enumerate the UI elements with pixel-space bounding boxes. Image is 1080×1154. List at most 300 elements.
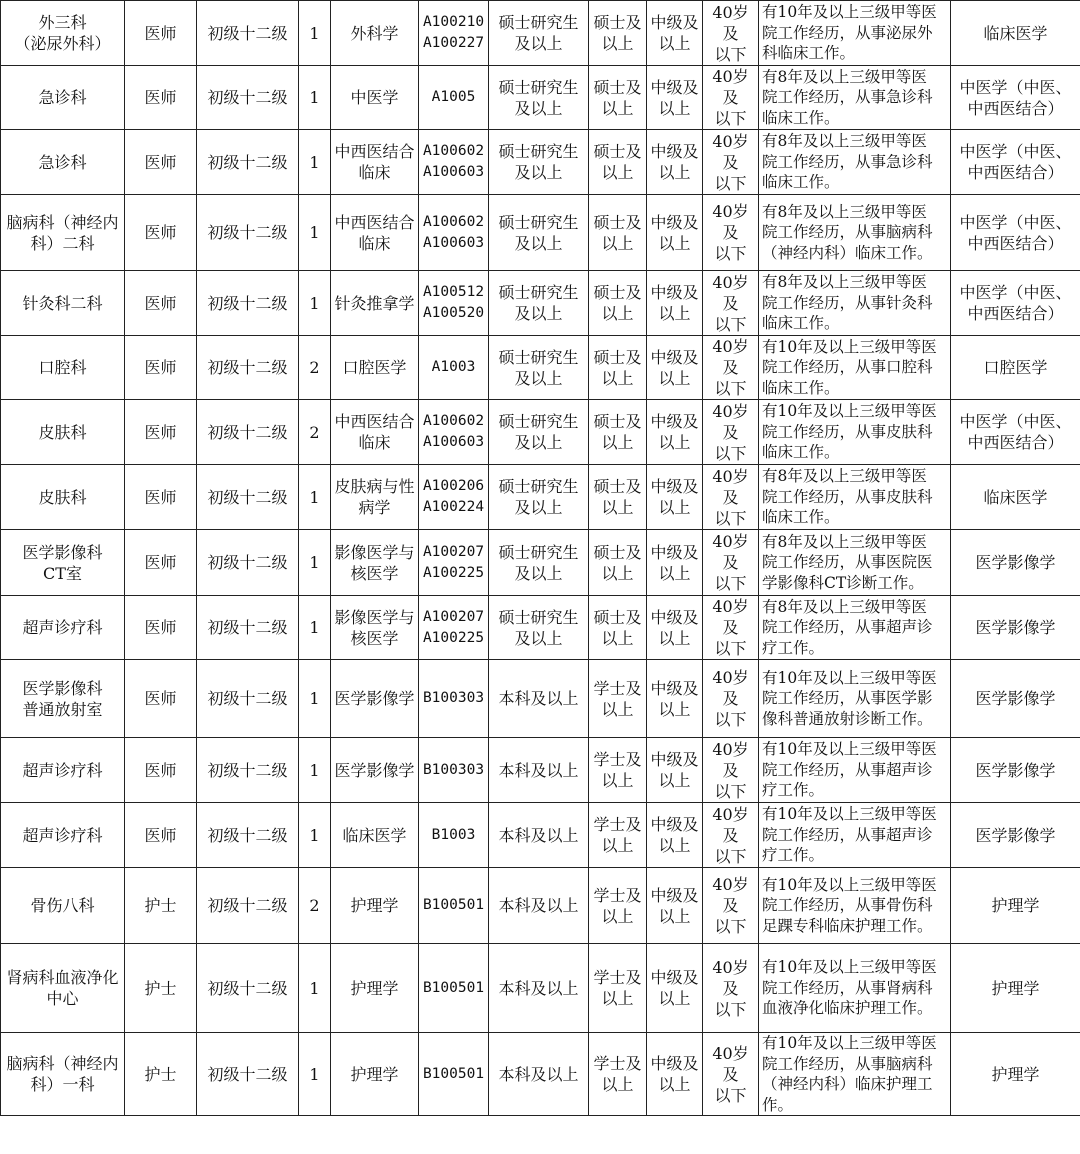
cell-line: 以下 bbox=[714, 639, 747, 658]
cell-line: 临床医学 bbox=[983, 23, 1048, 43]
age-cell bbox=[703, 530, 759, 596]
cell-line: 院工作经历，从事超声诊 bbox=[762, 825, 933, 844]
requirement-cell bbox=[759, 596, 951, 660]
cell-line: 中级及 bbox=[650, 142, 699, 161]
cell-line: 急诊科 bbox=[38, 88, 87, 107]
cell-line: 脑病科（神经内 bbox=[6, 212, 119, 232]
field-cell bbox=[951, 271, 1080, 336]
headcount-cell bbox=[299, 803, 331, 868]
cell-line: 以上 bbox=[601, 906, 634, 926]
cell-line: 以下 bbox=[714, 443, 747, 463]
cell-line: 中级及 bbox=[650, 13, 699, 32]
cell-line: 本科及以上 bbox=[498, 689, 579, 708]
title-cell bbox=[647, 596, 703, 660]
cell-line: 有8年及以上三级甲等医 bbox=[762, 532, 927, 551]
headcount-cell bbox=[299, 944, 331, 1033]
education-cell bbox=[489, 660, 589, 738]
cell-line: B100303 bbox=[422, 690, 485, 706]
cell-line: 有10年及以上三级甲等医 bbox=[762, 875, 937, 894]
requirement-cell bbox=[759, 465, 951, 530]
post-level-cell bbox=[197, 130, 299, 195]
cell-line: 中级及 bbox=[650, 542, 699, 562]
headcount-cell bbox=[299, 271, 331, 336]
requirement-cell bbox=[759, 738, 951, 803]
major-cell bbox=[331, 465, 419, 530]
cell-line: 以上 bbox=[601, 433, 634, 452]
cell-line: 护士 bbox=[144, 978, 177, 998]
title-cell bbox=[647, 530, 703, 596]
age-cell bbox=[703, 271, 759, 336]
cell-line: 及以上 bbox=[514, 233, 563, 253]
major-code-cell bbox=[419, 530, 489, 596]
major-cell bbox=[331, 195, 419, 271]
cell-line: 硕士及 bbox=[593, 142, 642, 161]
field-cell bbox=[951, 596, 1080, 660]
cell-line: 以上 bbox=[658, 699, 691, 719]
cell-line: 1 bbox=[309, 689, 320, 708]
post-level-cell bbox=[197, 195, 299, 271]
field-cell bbox=[951, 738, 1080, 803]
department-cell bbox=[1, 66, 125, 130]
education-cell bbox=[489, 596, 589, 660]
requirement-cell bbox=[759, 400, 951, 465]
cell-line: 疗工作。 bbox=[762, 781, 825, 800]
cell-line: 院工作经历，从事超声诊 bbox=[762, 760, 933, 779]
age-cell bbox=[703, 660, 759, 738]
cell-line: A1003 bbox=[431, 359, 476, 375]
cell-line: B100501 bbox=[422, 897, 485, 913]
cell-line: 以上 bbox=[601, 836, 634, 855]
cell-line: 以下 bbox=[714, 781, 747, 801]
degree-cell bbox=[589, 195, 647, 271]
cell-line: 硕士研究生 bbox=[498, 212, 579, 232]
cell-line: 硕士及 bbox=[593, 283, 642, 302]
cell-line: 院工作经历，从事泌尿外 bbox=[762, 23, 933, 42]
age-cell bbox=[703, 596, 759, 660]
education-cell bbox=[489, 530, 589, 596]
post-level-cell bbox=[197, 1, 299, 66]
cell-line: 初级十二级 bbox=[207, 487, 288, 507]
degree-cell bbox=[589, 944, 647, 1033]
cell-line: 临床 bbox=[358, 233, 391, 253]
cell-line: 临床工作。 bbox=[762, 314, 840, 333]
table-row bbox=[1, 1, 1080, 66]
cell-line: B100501 bbox=[422, 979, 485, 996]
cell-line: 及以上 bbox=[514, 563, 563, 583]
headcount-cell bbox=[299, 66, 331, 130]
table-row bbox=[1, 530, 1080, 596]
cell-line: 核医学 bbox=[350, 628, 399, 648]
cell-line: 医师 bbox=[144, 689, 177, 708]
cell-line: 中级及 bbox=[650, 968, 699, 987]
cell-line: 医师 bbox=[144, 553, 177, 572]
cell-line: 硕士及 bbox=[593, 607, 642, 627]
cell-line: 初级十二级 bbox=[207, 978, 288, 998]
cell-line: A100206 bbox=[422, 478, 485, 494]
cell-line: 1 bbox=[309, 825, 320, 845]
cell-line: 1 bbox=[309, 487, 320, 507]
cell-line: 中级及 bbox=[650, 477, 699, 496]
cell-line: B100303 bbox=[422, 761, 485, 778]
post-level-cell bbox=[197, 944, 299, 1033]
department-cell bbox=[1, 803, 125, 868]
cell-line: 40岁及 bbox=[712, 875, 749, 915]
cell-line: 脑病科（神经内 bbox=[6, 1054, 119, 1073]
post-type-cell bbox=[125, 944, 197, 1033]
cell-line: 中医学（中医、 bbox=[959, 283, 1072, 302]
cell-line: 口腔科 bbox=[38, 358, 87, 377]
cell-line: 硕士及 bbox=[593, 412, 642, 431]
cell-line: 中西医结合 bbox=[334, 212, 415, 232]
cell-line: 中医学（中医、 bbox=[959, 212, 1072, 232]
cell-line: 以上 bbox=[601, 498, 634, 517]
cell-line: 以上 bbox=[601, 163, 634, 182]
cell-line: 护理学 bbox=[991, 896, 1040, 915]
major-cell bbox=[331, 1033, 419, 1116]
education-cell bbox=[489, 868, 589, 944]
cell-line: 2 bbox=[309, 358, 320, 377]
cell-line: 40岁及 bbox=[712, 597, 749, 637]
cell-line: 本科及以上 bbox=[498, 760, 579, 780]
post-level-cell bbox=[197, 530, 299, 596]
cell-line: 以上 bbox=[601, 989, 634, 1008]
cell-line: 护士 bbox=[144, 896, 177, 915]
cell-line: 口腔医学 bbox=[342, 358, 407, 377]
cell-line: 有8年及以上三级甲等医 bbox=[762, 67, 927, 86]
cell-line: 临床医学 bbox=[983, 487, 1048, 507]
headcount-cell bbox=[299, 195, 331, 271]
title-cell bbox=[647, 803, 703, 868]
cell-line: 医学影像学 bbox=[334, 689, 415, 708]
major-code-cell bbox=[419, 400, 489, 465]
major-code-cell bbox=[419, 465, 489, 530]
cell-line: 护士 bbox=[144, 1064, 177, 1084]
cell-line: 医学影像科 bbox=[22, 678, 103, 698]
cell-line: 作。 bbox=[762, 1095, 794, 1114]
major-cell bbox=[331, 944, 419, 1033]
department-cell bbox=[1, 868, 125, 944]
cell-line: 以下 bbox=[714, 1085, 747, 1105]
post-level-cell bbox=[197, 660, 299, 738]
cell-line: 硕士研究生 bbox=[498, 477, 579, 496]
cell-line: 以上 bbox=[658, 34, 691, 53]
requirement-cell bbox=[759, 1, 951, 66]
department-cell bbox=[1, 660, 125, 738]
post-type-cell bbox=[125, 130, 197, 195]
title-cell bbox=[647, 195, 703, 271]
headcount-cell bbox=[299, 596, 331, 660]
post-level-cell bbox=[197, 1033, 299, 1116]
field-cell bbox=[951, 465, 1080, 530]
cell-line: 中西医结合 bbox=[334, 142, 415, 161]
post-type-cell bbox=[125, 195, 197, 271]
cell-line: 中西医结合 bbox=[334, 412, 415, 431]
cell-line: 以上 bbox=[658, 304, 691, 323]
cell-line: 口腔医学 bbox=[983, 358, 1048, 377]
cell-line: 有10年及以上三级甲等医 bbox=[762, 740, 937, 759]
cell-line: 1 bbox=[309, 978, 320, 998]
cell-line: 及以上 bbox=[514, 98, 563, 118]
major-code-cell bbox=[419, 336, 489, 400]
age-cell bbox=[703, 868, 759, 944]
cell-line: 中级及 bbox=[650, 815, 699, 834]
cell-line: 外三科 bbox=[38, 13, 87, 32]
cell-line: 以上 bbox=[658, 368, 691, 388]
cell-line: 院工作经历，从事肾病科 bbox=[762, 978, 933, 997]
cell-line: 1 bbox=[309, 553, 320, 572]
major-cell bbox=[331, 868, 419, 944]
department-cell bbox=[1, 1033, 125, 1116]
table-row bbox=[1, 596, 1080, 660]
cell-line: 以上 bbox=[601, 34, 634, 53]
cell-line: 以上 bbox=[658, 233, 691, 253]
cell-line: 针灸科二科 bbox=[22, 293, 103, 313]
cell-line: 医师 bbox=[144, 760, 177, 780]
cell-line: 以上 bbox=[658, 163, 691, 182]
cell-line: A100227 bbox=[422, 35, 485, 51]
cell-line: 以下 bbox=[714, 846, 747, 866]
cell-line: B100501 bbox=[422, 1065, 485, 1082]
field-cell bbox=[951, 868, 1080, 944]
title-cell bbox=[647, 660, 703, 738]
cell-line: 及以上 bbox=[514, 368, 563, 388]
degree-cell bbox=[589, 400, 647, 465]
age-cell bbox=[703, 803, 759, 868]
cell-line: 临床工作。 bbox=[762, 108, 840, 127]
cell-line: 院工作经历，从事脑病科 bbox=[762, 1054, 933, 1073]
requirement-cell bbox=[759, 336, 951, 400]
cell-line: 硕士研究生 bbox=[498, 283, 579, 302]
cell-line: 初级十二级 bbox=[207, 618, 288, 637]
cell-line: 医师 bbox=[144, 422, 177, 442]
cell-line: 学士及 bbox=[593, 968, 642, 987]
requirement-cell bbox=[759, 944, 951, 1033]
cell-line: 以上 bbox=[601, 563, 634, 583]
cell-line: B1003 bbox=[431, 826, 476, 843]
cell-line: 以下 bbox=[714, 999, 747, 1019]
cell-line: 以上 bbox=[601, 233, 634, 253]
title-cell bbox=[647, 868, 703, 944]
cell-line: 1 bbox=[309, 760, 320, 780]
cell-line: 医师 bbox=[144, 88, 177, 107]
headcount-cell bbox=[299, 738, 331, 803]
education-cell bbox=[489, 66, 589, 130]
cell-line: 护理学 bbox=[991, 978, 1040, 998]
degree-cell bbox=[589, 868, 647, 944]
major-cell bbox=[331, 400, 419, 465]
cell-line: 40岁及 bbox=[712, 957, 749, 998]
requirement-cell bbox=[759, 1033, 951, 1116]
cell-line: A100207 bbox=[422, 608, 485, 625]
table-row bbox=[1, 66, 1080, 130]
age-cell bbox=[703, 465, 759, 530]
cell-line: 本科及以上 bbox=[498, 896, 579, 915]
cell-line: 以下 bbox=[714, 710, 747, 729]
cell-line: 中级及 bbox=[650, 212, 699, 232]
post-type-cell bbox=[125, 738, 197, 803]
cell-line: 以上 bbox=[601, 699, 634, 719]
title-cell bbox=[647, 1, 703, 66]
cell-line: 及以上 bbox=[514, 304, 563, 323]
cell-line: 2 bbox=[309, 896, 320, 915]
cell-line: A100603 bbox=[422, 164, 485, 180]
cell-line: 血液净化临床护理工作。 bbox=[762, 999, 933, 1018]
age-cell bbox=[703, 738, 759, 803]
field-cell bbox=[951, 66, 1080, 130]
cell-line: 学士及 bbox=[593, 1054, 642, 1073]
cell-line: 足踝专科临床护理工作。 bbox=[762, 916, 933, 935]
cell-line: 及以上 bbox=[514, 628, 563, 648]
post-type-cell bbox=[125, 803, 197, 868]
cell-line: 中级及 bbox=[650, 283, 699, 302]
headcount-cell bbox=[299, 1033, 331, 1116]
degree-cell bbox=[589, 596, 647, 660]
cell-line: 以上 bbox=[658, 989, 691, 1008]
major-code-cell bbox=[419, 1033, 489, 1116]
cell-line: 以上 bbox=[658, 563, 691, 583]
education-cell bbox=[489, 195, 589, 271]
department-cell bbox=[1, 130, 125, 195]
cell-line: 40岁及 bbox=[712, 202, 749, 242]
post-level-cell bbox=[197, 66, 299, 130]
cell-line: 皮肤病与性 bbox=[334, 477, 415, 496]
major-code-cell bbox=[419, 803, 489, 868]
cell-line: 院工作经历，从事急诊科 bbox=[762, 88, 933, 107]
cell-line: 硕士研究生 bbox=[498, 13, 579, 32]
cell-line: 学士及 bbox=[593, 885, 642, 905]
cell-line: 1 bbox=[309, 88, 320, 107]
cell-line: 40岁及 bbox=[712, 668, 749, 708]
post-type-cell bbox=[125, 400, 197, 465]
cell-line: 2 bbox=[309, 422, 320, 442]
cell-line: 硕士研究生 bbox=[498, 142, 579, 161]
post-type-cell bbox=[125, 1, 197, 66]
cell-line: 中西医结合） bbox=[967, 163, 1064, 182]
major-code-cell bbox=[419, 1, 489, 66]
cell-line: 院工作经历，从事皮肤科 bbox=[762, 487, 933, 506]
department-cell bbox=[1, 738, 125, 803]
cell-line: （神经内科）临床护理工 bbox=[762, 1075, 933, 1093]
post-type-cell bbox=[125, 868, 197, 944]
cell-line: 以下 bbox=[714, 574, 747, 593]
cell-line: 硕士及 bbox=[593, 13, 642, 32]
major-cell bbox=[331, 738, 419, 803]
cell-line: 中西医结合） bbox=[967, 304, 1064, 323]
table-row bbox=[1, 868, 1080, 944]
cell-line: 以下 bbox=[714, 314, 747, 334]
cell-line: 中医学（中医、 bbox=[959, 77, 1072, 97]
cell-line: 40岁及 bbox=[712, 272, 749, 313]
cell-line: 院工作经历，从事脑病科 bbox=[762, 223, 933, 242]
cell-line: 中级及 bbox=[650, 607, 699, 627]
education-cell bbox=[489, 400, 589, 465]
cell-line: 以上 bbox=[658, 906, 691, 926]
post-level-cell bbox=[197, 271, 299, 336]
title-cell bbox=[647, 130, 703, 195]
cell-line: 学士及 bbox=[593, 678, 642, 698]
cell-line: 1 bbox=[309, 23, 320, 43]
cell-line: A100210 bbox=[422, 14, 485, 30]
cell-line: 以下 bbox=[714, 508, 747, 528]
department-cell bbox=[1, 596, 125, 660]
education-cell bbox=[489, 336, 589, 400]
degree-cell bbox=[589, 803, 647, 868]
major-cell bbox=[331, 336, 419, 400]
cell-line: 以上 bbox=[601, 628, 634, 648]
field-cell bbox=[951, 195, 1080, 271]
cell-line: 以上 bbox=[601, 368, 634, 388]
major-cell bbox=[331, 530, 419, 596]
post-level-cell bbox=[197, 400, 299, 465]
cell-line: 有10年及以上三级甲等医 bbox=[762, 3, 937, 22]
department-cell bbox=[1, 336, 125, 400]
title-cell bbox=[647, 465, 703, 530]
post-type-cell bbox=[125, 530, 197, 596]
cell-line: 初级十二级 bbox=[207, 223, 288, 242]
cell-line: 以下 bbox=[714, 244, 747, 263]
age-cell bbox=[703, 130, 759, 195]
age-cell bbox=[703, 66, 759, 130]
cell-line: 40岁及 bbox=[712, 2, 749, 43]
cell-line: 像科普通放射诊断工作。 bbox=[762, 709, 933, 728]
cell-line: 硕士研究生 bbox=[498, 77, 579, 97]
cell-line: 院工作经历，从事口腔科 bbox=[762, 358, 933, 377]
cell-line: 科临床工作。 bbox=[762, 44, 856, 63]
cell-line: 皮肤科 bbox=[38, 422, 87, 442]
cell-line: A100602 bbox=[422, 413, 485, 429]
cell-line: 40岁及 bbox=[712, 1043, 749, 1084]
headcount-cell bbox=[299, 1, 331, 66]
requirement-cell bbox=[759, 66, 951, 130]
cell-line: 院工作经历，从事骨伤科 bbox=[762, 896, 933, 915]
cell-line: 超声诊疗科 bbox=[22, 618, 103, 637]
table-row bbox=[1, 400, 1080, 465]
post-type-cell bbox=[125, 465, 197, 530]
headcount-cell bbox=[299, 465, 331, 530]
headcount-cell bbox=[299, 660, 331, 738]
title-cell bbox=[647, 336, 703, 400]
cell-line: 1 bbox=[309, 152, 320, 172]
age-cell bbox=[703, 1, 759, 66]
degree-cell bbox=[589, 738, 647, 803]
cell-line: 中级及 bbox=[650, 750, 699, 769]
age-cell bbox=[703, 195, 759, 271]
cell-line: 以上 bbox=[658, 628, 691, 648]
cell-line: 硕士及 bbox=[593, 212, 642, 232]
cell-line: 医学影像学 bbox=[975, 825, 1056, 845]
cell-line: 中西医结合） bbox=[967, 233, 1064, 253]
field-cell bbox=[951, 944, 1080, 1033]
cell-line: 医师 bbox=[144, 358, 177, 377]
degree-cell bbox=[589, 336, 647, 400]
cell-line: 医师 bbox=[144, 152, 177, 172]
cell-line: 临床工作。 bbox=[762, 173, 840, 192]
table-body bbox=[1, 1, 1080, 1116]
field-cell bbox=[951, 130, 1080, 195]
department-cell bbox=[1, 944, 125, 1033]
cell-line: 护理学 bbox=[350, 896, 399, 915]
cell-line: 初级十二级 bbox=[207, 358, 288, 377]
table-row bbox=[1, 130, 1080, 195]
major-cell bbox=[331, 1, 419, 66]
cell-line: 医师 bbox=[144, 825, 177, 845]
cell-line: 初级十二级 bbox=[207, 88, 288, 107]
cell-line: 中医学 bbox=[350, 88, 399, 107]
cell-line: 中级及 bbox=[650, 77, 699, 97]
department-cell bbox=[1, 1, 125, 66]
cell-line: 科）一科 bbox=[30, 1075, 95, 1094]
cell-line: 中西医结合） bbox=[967, 433, 1064, 452]
